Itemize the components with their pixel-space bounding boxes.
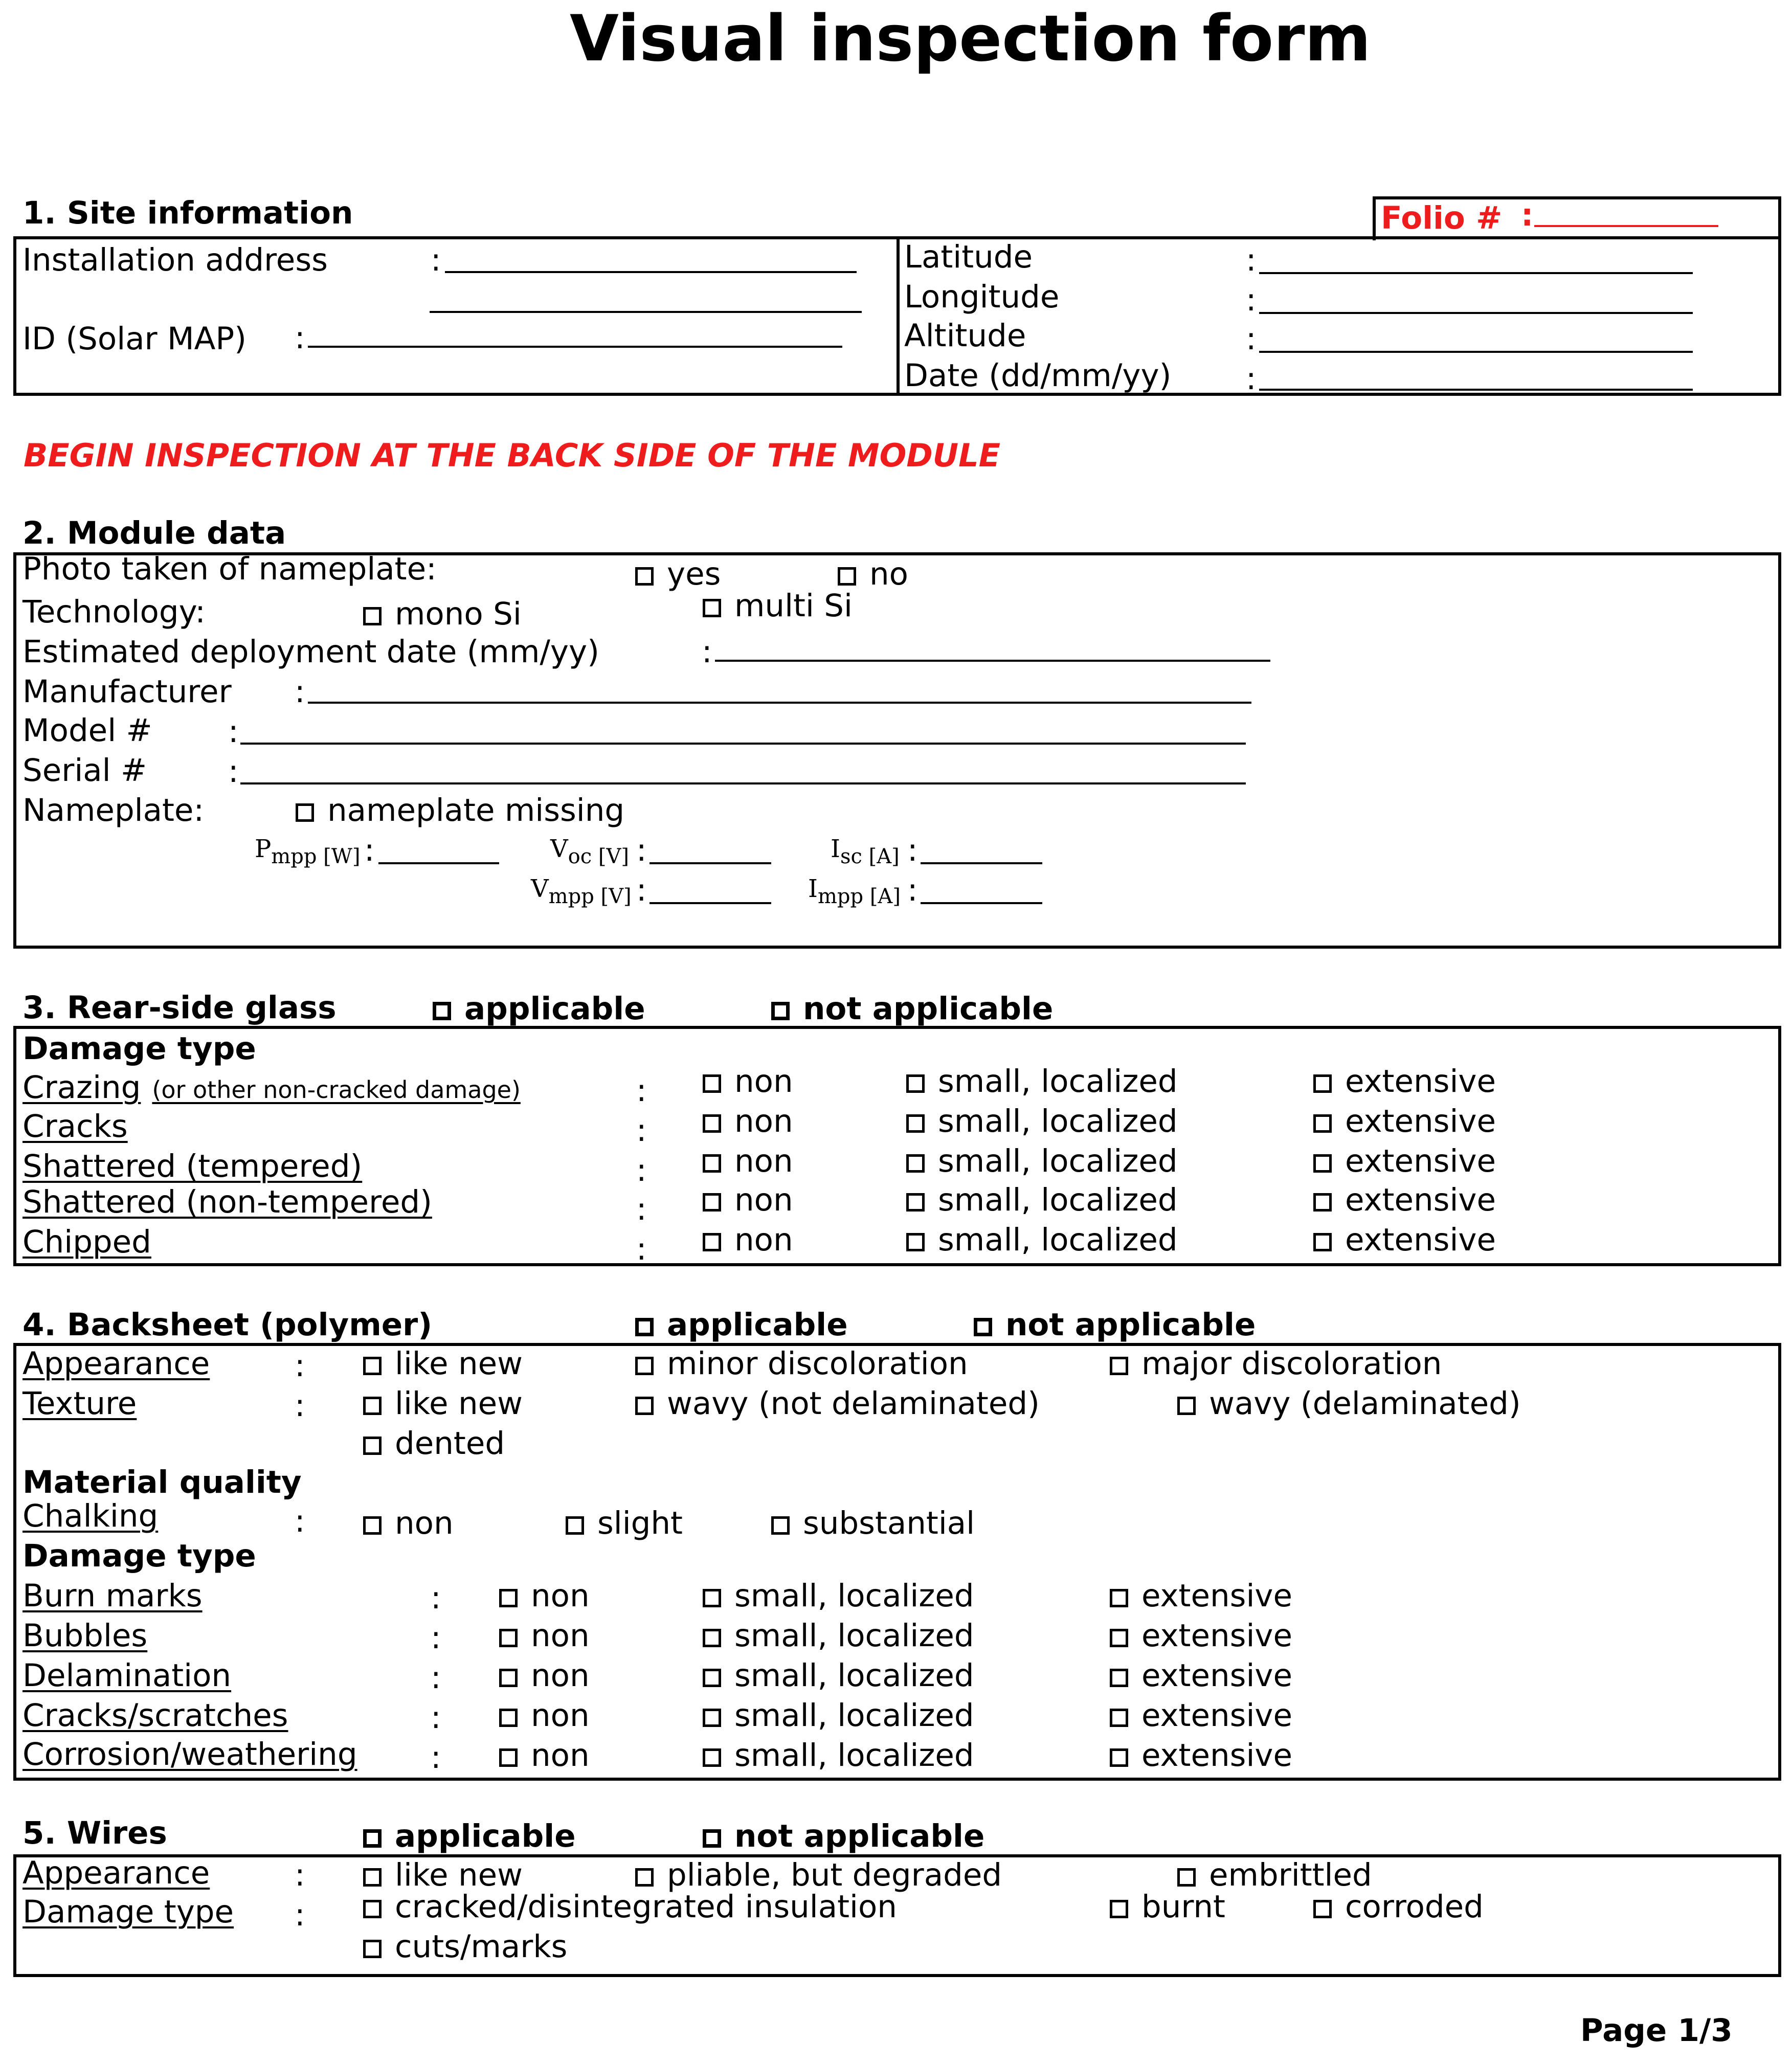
technology-multi-option[interactable]: multi Si [703, 590, 853, 621]
chalking-slight-option[interactable]: slight [566, 1508, 683, 1539]
latitude-field[interactable] [1259, 272, 1693, 274]
checkbox[interactable] [1313, 1154, 1332, 1173]
checkbox[interactable] [703, 1669, 721, 1687]
serial-field[interactable] [240, 782, 1246, 784]
wires-burnt-option[interactable]: burnt [1110, 1891, 1225, 1922]
corrosion-small-option[interactable]: small, localized [703, 1740, 974, 1771]
voc-field[interactable] [649, 862, 771, 864]
manufacturer-field[interactable] [308, 702, 1251, 704]
manufacturer-label: Manufacturer [23, 674, 232, 710]
id-solar-map-field[interactable] [308, 346, 842, 348]
crazing-extensive-option[interactable]: extensive [1313, 1066, 1496, 1097]
texture-wavy-not-delaminated-option[interactable]: wavy (not delaminated) [635, 1388, 1040, 1419]
section-wires-heading: 5. Wires [23, 1815, 167, 1851]
checkbox[interactable] [1110, 1629, 1128, 1647]
photo-yes-option[interactable]: yes [635, 558, 721, 590]
checkbox[interactable] [363, 1437, 382, 1455]
checkbox[interactable] [363, 1397, 382, 1415]
corrosion-non-option[interactable]: non [499, 1740, 590, 1771]
wires-corroded-option[interactable]: corroded [1313, 1891, 1484, 1922]
technology-label: Technology: [23, 594, 206, 630]
checkbox[interactable] [771, 1516, 790, 1535]
rear-glass-damage-type: Damage type [23, 1030, 256, 1067]
checkbox[interactable] [703, 1074, 721, 1093]
wires-pliable-option[interactable]: pliable, but degraded [635, 1859, 1002, 1891]
pmpp-label: $P_{mpp [W]}$ [255, 835, 361, 868]
photo-no-option[interactable]: no [838, 558, 908, 590]
wires-embrittled-option[interactable]: embrittled [1177, 1859, 1372, 1891]
bubbles-extensive-option[interactable]: extensive [1110, 1620, 1292, 1651]
nameplate-label: Nameplate: [23, 792, 205, 828]
delamination-non-option[interactable]: non [499, 1660, 590, 1691]
checkbox[interactable] [363, 607, 382, 625]
isc-field[interactable] [921, 862, 1042, 864]
damage-row-label: Corrosion/weathering [23, 1736, 357, 1773]
checkbox[interactable] [1313, 1900, 1332, 1918]
checkbox[interactable] [1110, 1709, 1128, 1727]
checkbox[interactable] [635, 1868, 654, 1887]
checkbox[interactable] [363, 1868, 382, 1887]
model-field[interactable] [240, 743, 1246, 745]
section-site-heading: 1. Site information [23, 195, 353, 231]
section-module-heading: 2. Module data [23, 515, 286, 551]
impp-field[interactable] [921, 902, 1042, 904]
shattered-tempered-small-option[interactable]: small, localized [906, 1146, 1178, 1177]
checkbox[interactable] [1110, 1900, 1128, 1918]
rear-glass-row-label: Shattered (tempered) [23, 1148, 363, 1184]
delamination-small-option[interactable]: small, localized [703, 1660, 974, 1691]
burn-marks-small-option[interactable]: small, localized [703, 1580, 974, 1611]
shattered-tempered-extensive-option[interactable]: extensive [1313, 1146, 1496, 1177]
shattered-tempered-non-option[interactable]: non [703, 1146, 793, 1177]
altitude-field[interactable] [1259, 351, 1693, 353]
chipped-small-option[interactable]: small, localized [906, 1224, 1178, 1255]
cracks-scratches-small-option[interactable]: small, localized [703, 1700, 974, 1731]
checkbox[interactable] [703, 1829, 721, 1848]
installation-address-field[interactable] [445, 271, 857, 273]
checkbox[interactable] [499, 1669, 518, 1687]
checkbox[interactable] [1177, 1868, 1196, 1887]
rear-glass-row-label: Shattered (non-tempered) [23, 1184, 432, 1220]
checkbox[interactable] [906, 1154, 925, 1173]
checkbox[interactable] [363, 1940, 382, 1958]
id-solar-map-label: ID (Solar MAP) [23, 321, 247, 357]
date-field[interactable] [1259, 389, 1693, 391]
photo-nameplate-label: Photo taken of nameplate: [23, 551, 437, 587]
burn-marks-non-option[interactable]: non [499, 1580, 590, 1611]
page-number: Page 1/3 [1580, 2012, 1733, 2049]
checkbox[interactable] [1313, 1074, 1332, 1093]
cracks-scratches-non-option[interactable]: non [499, 1700, 590, 1731]
section-rear-glass-heading: 3. Rear-side glass [23, 990, 337, 1026]
chalking-non-option[interactable]: non [363, 1508, 454, 1539]
checkbox[interactable] [771, 1002, 790, 1020]
pmpp-field[interactable] [378, 862, 499, 864]
corrosion-extensive-option[interactable]: extensive [1110, 1740, 1292, 1771]
checkbox[interactable] [1110, 1589, 1128, 1607]
checkbox[interactable] [703, 1748, 721, 1767]
wires-cuts-marks-option[interactable]: cuts/marks [363, 1931, 567, 1962]
impp-label: $I_{mpp [A]}$ [808, 874, 901, 908]
damage-row-label: Cracks/scratches [23, 1697, 288, 1734]
cracks-scratches-extensive-option[interactable]: extensive [1110, 1700, 1292, 1731]
folio-label: Folio # [1381, 200, 1503, 236]
checkbox[interactable] [906, 1193, 925, 1212]
cracks-extensive-option[interactable]: extensive [1313, 1106, 1496, 1137]
page-title: Visual inspection form [570, 2, 1371, 76]
bubbles-small-option[interactable]: small, localized [703, 1620, 974, 1651]
nameplate-missing-option[interactable]: nameplate missing [296, 795, 624, 826]
checkbox[interactable] [838, 567, 856, 586]
rear-glass-row-label: Cracks [23, 1108, 128, 1145]
cracks-non-option[interactable]: non [703, 1106, 793, 1137]
vmpp-field[interactable] [649, 902, 771, 904]
delamination-extensive-option[interactable]: extensive [1110, 1660, 1292, 1691]
chalking-label: Chalking [23, 1498, 159, 1534]
checkbox[interactable] [1177, 1397, 1196, 1415]
appearance-like-new-option[interactable]: like new [363, 1348, 523, 1379]
texture-wavy-delaminated-option[interactable]: wavy (delaminated) [1177, 1388, 1521, 1419]
checkbox[interactable] [1110, 1748, 1128, 1767]
latitude-label: Latitude [904, 239, 1033, 275]
section-backsheet-heading: 4. Backsheet (polymer) [23, 1307, 433, 1343]
material-quality-heading: Material quality [23, 1464, 302, 1500]
installation-address-label: Installation address [23, 242, 328, 278]
backsheet-texture-label: Texture [23, 1385, 137, 1422]
checkbox[interactable] [703, 1114, 721, 1133]
backsheet-not-applicable-option[interactable]: not applicable [974, 1309, 1256, 1340]
wires-applicable-option[interactable]: applicable [363, 1821, 576, 1852]
checkbox[interactable] [703, 1589, 721, 1607]
checkbox[interactable] [363, 1900, 382, 1918]
wires-damage-label: Damage type [23, 1894, 234, 1930]
chalking-substantial-option[interactable]: substantial [771, 1508, 975, 1539]
checkbox[interactable] [499, 1748, 518, 1767]
site-divider [897, 236, 900, 396]
checkbox[interactable] [499, 1629, 518, 1647]
checkbox[interactable] [566, 1516, 584, 1535]
crazing-non-option[interactable]: non [703, 1066, 793, 1097]
checkbox[interactable] [703, 1709, 721, 1727]
chipped-non-option[interactable]: non [703, 1224, 793, 1255]
altitude-label: Altitude [904, 318, 1026, 354]
wires-like-new-option[interactable]: like new [363, 1859, 523, 1891]
installation-address-field-2[interactable] [430, 311, 862, 313]
technology-mono-option[interactable]: mono Si [363, 598, 522, 630]
checkbox[interactable] [499, 1589, 518, 1607]
rear-glass-not-applicable-option[interactable]: not applicable [771, 993, 1053, 1024]
checkbox[interactable] [703, 1154, 721, 1173]
checkbox[interactable] [1110, 1357, 1128, 1375]
crazing-small-option[interactable]: small, localized [906, 1066, 1178, 1097]
checkbox[interactable] [703, 599, 721, 617]
folio-field[interactable] [1534, 225, 1718, 227]
appearance-major-option[interactable]: major discoloration [1110, 1348, 1442, 1379]
wires-not-applicable-option[interactable]: not applicable [703, 1821, 984, 1852]
checkbox[interactable] [1313, 1193, 1332, 1212]
checkbox[interactable] [635, 567, 654, 586]
checkbox[interactable] [906, 1233, 925, 1251]
checkbox[interactable] [906, 1074, 925, 1093]
bubbles-non-option[interactable]: non [499, 1620, 590, 1651]
deployment-date-label: Estimated deployment date (mm/yy) [23, 634, 599, 670]
date-label: Date (dd/mm/yy) [904, 357, 1172, 394]
checkbox[interactable] [703, 1193, 721, 1212]
damage-row-label: Burn marks [23, 1578, 203, 1614]
model-label: Model # [23, 712, 152, 749]
shattered-non-tempered-non-option[interactable]: non [703, 1184, 793, 1216]
deployment-date-field[interactable] [715, 660, 1270, 662]
checkbox[interactable] [635, 1318, 654, 1336]
backsheet-appearance-label: Appearance [23, 1345, 210, 1382]
checkbox[interactable] [635, 1397, 654, 1415]
burn-marks-extensive-option[interactable]: extensive [1110, 1580, 1292, 1611]
texture-like-new-option[interactable]: like new [363, 1388, 523, 1419]
checkbox[interactable] [1110, 1669, 1128, 1687]
checkbox[interactable] [703, 1629, 721, 1647]
checkbox[interactable] [974, 1318, 992, 1336]
rear-glass-applicable-option[interactable]: applicable [433, 993, 645, 1024]
checkbox[interactable] [363, 1357, 382, 1375]
shattered-non-tempered-small-option[interactable]: small, localized [906, 1184, 1178, 1216]
checkbox[interactable] [296, 803, 314, 822]
appearance-minor-option[interactable]: minor discoloration [635, 1348, 968, 1379]
shattered-non-tempered-extensive-option[interactable]: extensive [1313, 1184, 1496, 1216]
checkbox[interactable] [499, 1709, 518, 1727]
checkbox[interactable] [1313, 1114, 1332, 1133]
checkbox[interactable] [906, 1114, 925, 1133]
wires-cracked-option[interactable]: cracked/disintegrated insulation [363, 1891, 897, 1922]
texture-dented-option[interactable]: dented [363, 1428, 505, 1459]
checkbox[interactable] [363, 1829, 382, 1848]
rear-glass-row-label: Crazing (or other non-cracked damage) [23, 1069, 521, 1106]
damage-row-label: Delamination [23, 1657, 232, 1694]
checkbox[interactable] [1313, 1233, 1332, 1251]
checkbox[interactable] [363, 1516, 382, 1535]
voc-label: $V_{oc [V]}$ [550, 835, 629, 868]
vmpp-label: $V_{mpp [V]}$ [531, 874, 632, 908]
backsheet-applicable-option[interactable]: applicable [635, 1309, 848, 1340]
checkbox[interactable] [703, 1233, 721, 1251]
inspection-notice: BEGIN INSPECTION AT THE BACK SIDE OF THE MODULE [24, 437, 1000, 474]
isc-label: $I_{sc [A]}$ [831, 835, 900, 868]
longitude-field[interactable] [1259, 312, 1693, 314]
backsheet-damage-type-heading: Damage type [23, 1538, 256, 1574]
checkbox[interactable] [635, 1357, 654, 1375]
rear-glass-box [13, 1026, 1781, 1266]
serial-label: Serial # [23, 752, 147, 789]
chipped-extensive-option[interactable]: extensive [1313, 1224, 1496, 1255]
longitude-label: Longitude [904, 279, 1060, 315]
damage-row-label: Bubbles [23, 1618, 148, 1654]
rear-glass-row-label: Chipped [23, 1224, 151, 1260]
checkbox[interactable] [433, 1002, 451, 1020]
cracks-small-option[interactable]: small, localized [906, 1106, 1178, 1137]
wires-appearance-label: Appearance [23, 1855, 210, 1891]
